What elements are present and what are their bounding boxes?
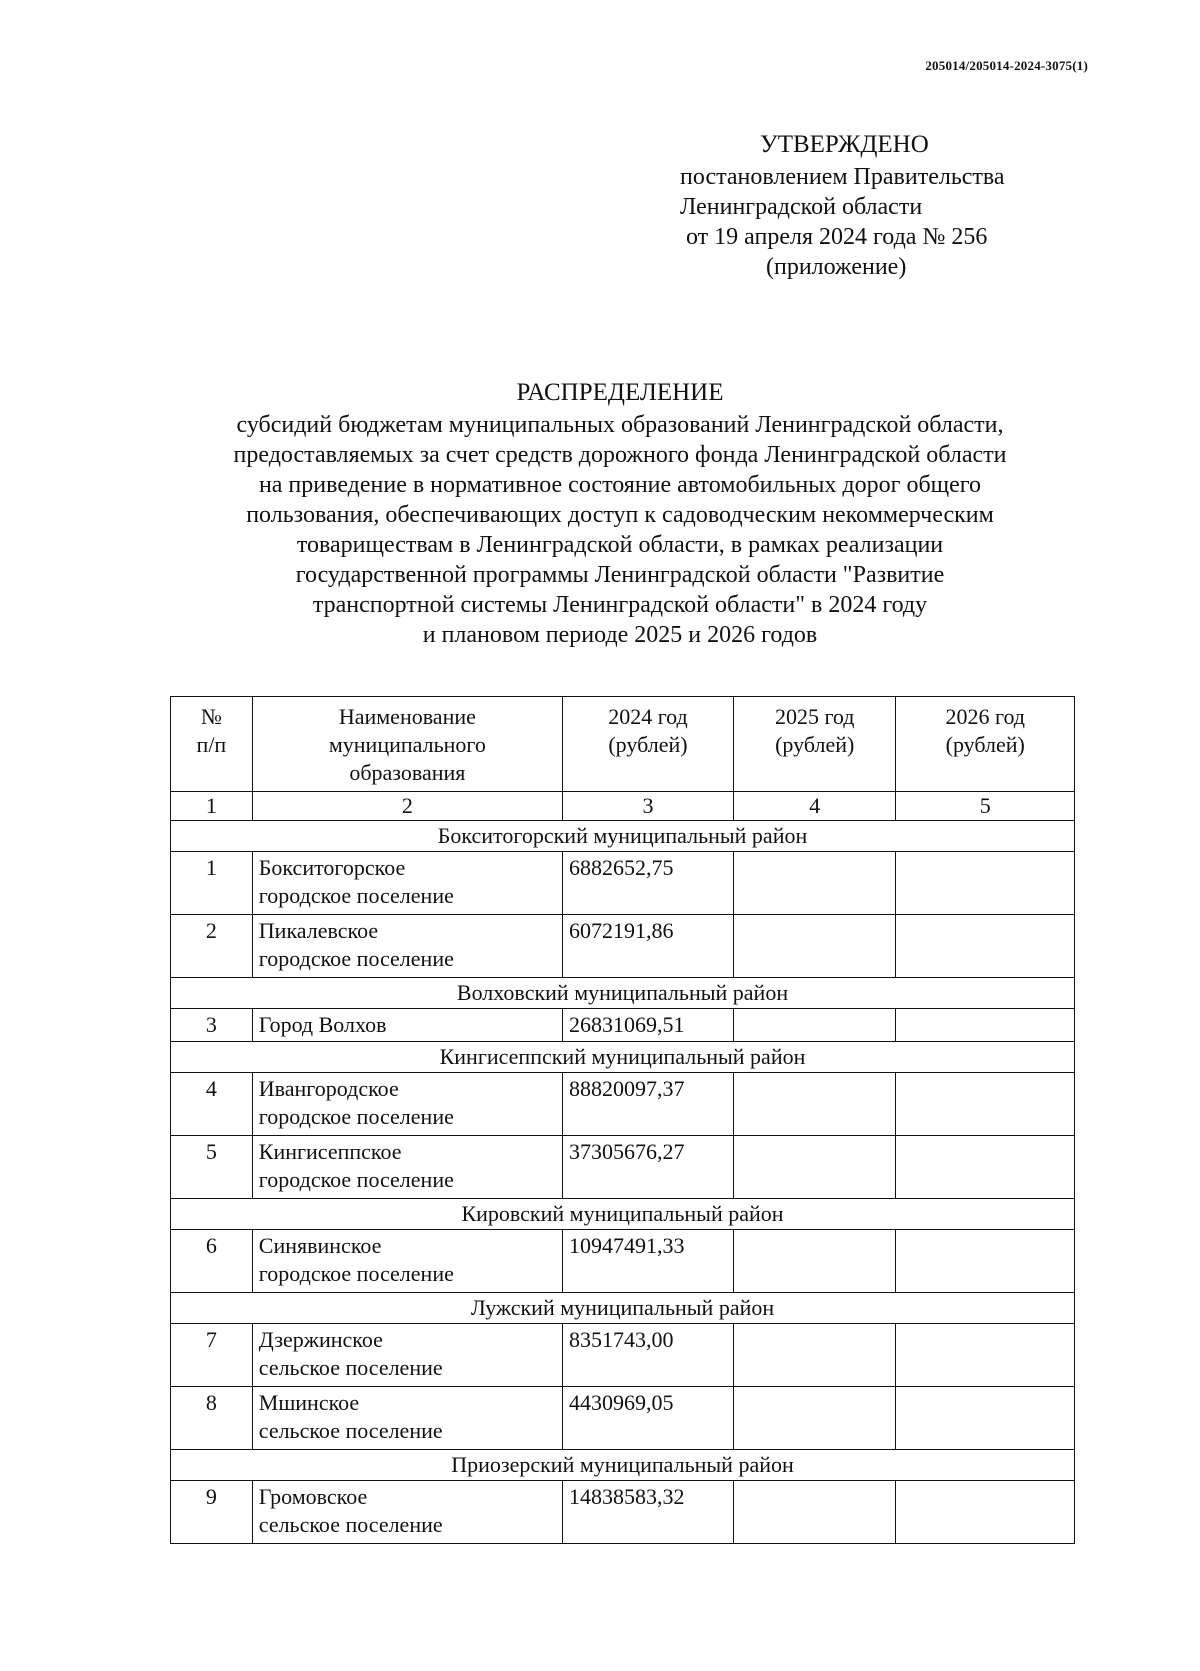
district-row bbox=[171, 1293, 1075, 1324]
table-row bbox=[171, 1230, 1075, 1293]
amount-2024: 8351743,00 bbox=[562, 1324, 733, 1387]
header-2026: 2026 год (рублей) bbox=[896, 697, 1075, 792]
municipality-name: Бокситогорское городское поселение bbox=[252, 852, 562, 915]
table-row bbox=[171, 1073, 1075, 1136]
district-row bbox=[171, 1450, 1075, 1481]
table-row bbox=[171, 852, 1075, 915]
municipality-name: Кингисеппское городское поселение bbox=[252, 1136, 562, 1199]
amount-2025 bbox=[733, 1324, 896, 1387]
district-name: Лужский муниципальный район bbox=[171, 1293, 1075, 1324]
municipality-name: Ивангородское городское поселение bbox=[252, 1073, 562, 1136]
document-id: 205014/205014-2024-3075(1) bbox=[925, 58, 1088, 73]
district-name: Приозерский муниципальный район bbox=[171, 1450, 1075, 1481]
district-row bbox=[171, 978, 1075, 1009]
amount-2024: 37305676,27 bbox=[562, 1136, 733, 1199]
amount-2024: 6882652,75 bbox=[562, 852, 733, 915]
table-row bbox=[171, 1009, 1075, 1042]
table-row bbox=[171, 1387, 1075, 1450]
table-row bbox=[171, 915, 1075, 978]
district-name: Кировский муниципальный район bbox=[171, 1199, 1075, 1230]
amount-2025 bbox=[733, 1387, 896, 1450]
amount-2026 bbox=[896, 1324, 1075, 1387]
district-name: Бокситогорский муниципальный район bbox=[171, 821, 1075, 852]
row-number: 2 bbox=[171, 915, 253, 978]
amount-2026 bbox=[896, 1481, 1075, 1544]
approval-date: от 19 апреля 2024 года № 256 bbox=[686, 224, 988, 250]
document-title: РАСПРЕДЕЛЕНИЕ bbox=[516, 379, 724, 406]
district-name: Волховский муниципальный район bbox=[171, 978, 1075, 1009]
column-number: 2 bbox=[252, 792, 562, 821]
column-number: 5 bbox=[896, 792, 1075, 821]
amount-2024: 10947491,33 bbox=[562, 1230, 733, 1293]
column-number: 4 bbox=[733, 792, 896, 821]
row-number: 7 bbox=[171, 1324, 253, 1387]
row-number: 4 bbox=[171, 1073, 253, 1136]
approval-title: УТВЕРЖДЕНО bbox=[760, 131, 929, 158]
municipality-name: Мшинское сельское поселение bbox=[252, 1387, 562, 1450]
document-subtitle: субсидий бюджетам муниципальных образований Ленинградской области, предоставляемых за счет средств дорожного фонда Ленинградской области на приведение в нормативное состояние автомобильных дорог общего пользования, обеспечивающих доступ к садоводческим некоммерческим товариществам в Ленинградской области, в рамках реализации государственной программы Ленинградской области "Развитие транспортной системы Ленинградской области" в 2024 году и плановом периоде 2025 и 2026 годов bbox=[233, 412, 1007, 648]
document-heading bbox=[150, 378, 1090, 650]
amount-2025 bbox=[733, 852, 896, 915]
approval-line-2: Ленинградской области bbox=[680, 194, 923, 220]
municipality-name: Громовское сельское поселение bbox=[252, 1481, 562, 1544]
amount-2026 bbox=[896, 915, 1075, 978]
municipality-name: Пикалевское городское поселение bbox=[252, 915, 562, 978]
table-row bbox=[171, 1324, 1075, 1387]
header-2025: 2025 год (рублей) bbox=[733, 697, 896, 792]
approval-stamp bbox=[680, 130, 1060, 282]
amount-2024: 14838583,32 bbox=[562, 1481, 733, 1544]
column-number: 3 bbox=[562, 792, 733, 821]
row-number: 6 bbox=[171, 1230, 253, 1293]
distribution-table bbox=[170, 696, 1075, 1544]
amount-2026 bbox=[896, 1387, 1075, 1450]
row-number: 5 bbox=[171, 1136, 253, 1199]
approval-appendix: (приложение) bbox=[766, 254, 907, 280]
approval-line-1: постановлением Правительства bbox=[680, 164, 1005, 190]
amount-2025 bbox=[733, 1136, 896, 1199]
district-row bbox=[171, 821, 1075, 852]
amount-2024: 26831069,51 bbox=[562, 1009, 733, 1042]
column-number: 1 bbox=[171, 792, 253, 821]
table-row bbox=[171, 1136, 1075, 1199]
amount-2025 bbox=[733, 1073, 896, 1136]
row-number: 1 bbox=[171, 852, 253, 915]
table-header-row bbox=[171, 697, 1075, 792]
header-2024: 2024 год (рублей) bbox=[562, 697, 733, 792]
row-number: 3 bbox=[171, 1009, 253, 1042]
amount-2025 bbox=[733, 1230, 896, 1293]
row-number: 8 bbox=[171, 1387, 253, 1450]
district-row bbox=[171, 1042, 1075, 1073]
amount-2026 bbox=[896, 852, 1075, 915]
amount-2024: 88820097,37 bbox=[562, 1073, 733, 1136]
table-row bbox=[171, 1481, 1075, 1544]
district-row bbox=[171, 1199, 1075, 1230]
column-number-row bbox=[171, 792, 1075, 821]
amount-2025 bbox=[733, 1009, 896, 1042]
amount-2025 bbox=[733, 1481, 896, 1544]
district-name: Кингисеппский муниципальный район bbox=[171, 1042, 1075, 1073]
row-number: 9 bbox=[171, 1481, 253, 1544]
header-number: № п/п bbox=[171, 697, 253, 792]
amount-2026 bbox=[896, 1136, 1075, 1199]
amount-2026 bbox=[896, 1009, 1075, 1042]
amount-2026 bbox=[896, 1073, 1075, 1136]
table-body bbox=[171, 821, 1075, 1544]
municipality-name: Город Волхов bbox=[252, 1009, 562, 1042]
header-name: Наименование муниципального образования bbox=[252, 697, 562, 792]
amount-2026 bbox=[896, 1230, 1075, 1293]
municipality-name: Дзержинское сельское поселение bbox=[252, 1324, 562, 1387]
amount-2024: 4430969,05 bbox=[562, 1387, 733, 1450]
amount-2025 bbox=[733, 915, 896, 978]
municipality-name: Синявинское городское поселение bbox=[252, 1230, 562, 1293]
amount-2024: 6072191,86 bbox=[562, 915, 733, 978]
